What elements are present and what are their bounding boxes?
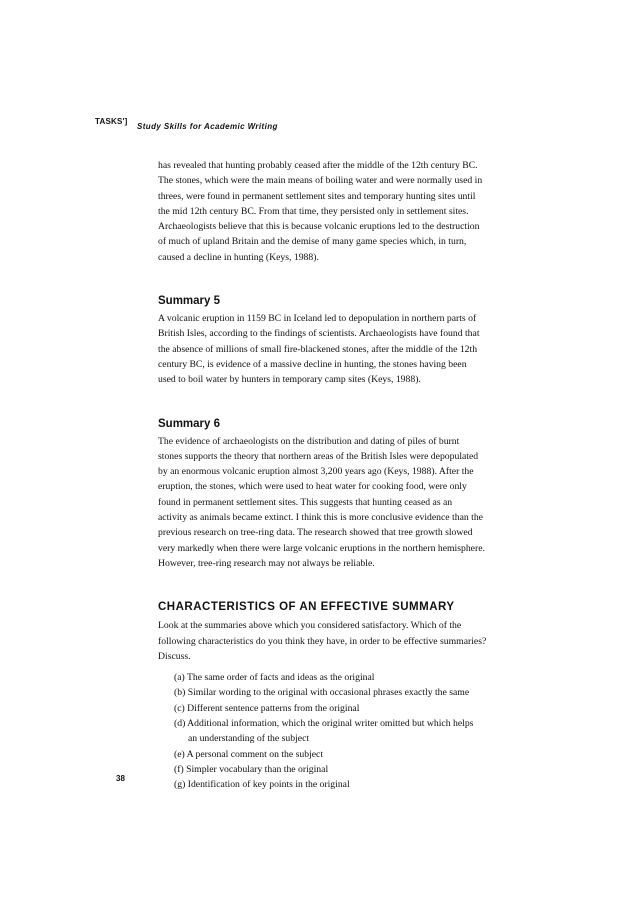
list-item xyxy=(174,670,548,685)
header-section-tag: TASKS'] xyxy=(95,117,128,126)
list-item-text: (b) Similar wording to the original with occasional phrases exactly the same xyxy=(174,687,470,699)
text-line: threes, were found in permanent settlement sites and temporary hunting sites until xyxy=(158,190,476,202)
list-item-text: (d) Additional information, which the original writer omitted but which helps xyxy=(174,718,474,730)
characteristics-intro xyxy=(158,618,548,664)
text-line: Look at the summaries above which you considered satisfactory. Which of the xyxy=(158,620,462,632)
list-item-text: (g) Identification of key points in the original xyxy=(174,779,350,791)
list-item xyxy=(174,777,548,792)
list-item-text: (e) A personal comment on the subject xyxy=(174,748,324,760)
text-line: Discuss. xyxy=(158,650,191,662)
list-item-text: (c) Different sentence patterns from the original xyxy=(174,702,360,714)
running-header-title: Study Skills for Academic Writing xyxy=(137,122,278,131)
summary-6-paragraph xyxy=(158,434,548,572)
text-line: very markedly when there were large volcanic eruptions in the northern hemisphere. xyxy=(158,542,485,554)
list-item xyxy=(174,762,548,777)
text-line: the mid 12th century BC. From that time, they persisted only in settlement sites. xyxy=(158,205,469,217)
text-line: However, tree-ring research may not always be reliable. xyxy=(158,557,375,569)
text-line: British Isles, according to the findings of scientists. Archaeologists have found that xyxy=(158,328,480,340)
text-line: The evidence of archaeologists on the distribution and dating of piles of burnt xyxy=(158,435,460,447)
text-line: the absence of millions of small fire-blackened stones, after the middle of the 12th xyxy=(158,343,478,355)
summary-6-heading: Summary 6 xyxy=(158,417,221,430)
text-line: Archaeologists believe that this is because volcanic eruptions led to the destruction xyxy=(158,221,480,233)
characteristics-list xyxy=(174,670,548,792)
text-line: has revealed that hunting probably ceased after the middle of the 12th century BC. xyxy=(158,160,478,171)
intro-paragraph xyxy=(158,158,548,265)
list-item xyxy=(174,701,548,716)
text-line: used to boil water by hunters in temporary camp sites (Keys, 1988). xyxy=(158,374,421,386)
text-line: caused a decline in hunting (Keys, 1988). xyxy=(158,251,319,263)
text-line: activity as animals became extinct. I think this is more conclusive evidence than the xyxy=(158,512,483,524)
text-line: found in permanent settlement sites. This suggests that hunting ceased as an xyxy=(158,496,453,508)
text-line: The stones, which were the main means of boiling water and were normally used in xyxy=(158,175,483,187)
summary-5-heading: Summary 5 xyxy=(158,295,221,308)
list-item xyxy=(174,747,548,762)
text-line: by an enormous volcanic eruption almost 3,200 years ago (Keys, 1988). After the xyxy=(158,466,474,478)
list-item-continuation: an understanding of the subject xyxy=(188,733,310,745)
list-item xyxy=(174,716,548,747)
text-line: of much of upland Britain and the demise of many game species which, in turn, xyxy=(158,236,467,248)
list-item-text: (f) Simpler vocabulary than the original xyxy=(174,763,329,775)
text-line: stones supports the theory that northern areas of the British Isles were depopulated xyxy=(158,450,479,462)
list-item xyxy=(174,685,548,700)
page-content xyxy=(158,158,548,793)
characteristics-heading: CHARACTERISTICS OF AN EFFECTIVE SUMMARY xyxy=(158,601,455,614)
text-line: eruption, the stones, which were used to heat water for cooking food, were only xyxy=(158,481,467,493)
page-number: 38 xyxy=(116,774,125,783)
text-line: century BC, is evidence of a massive decline in hunting, the stones having been xyxy=(158,358,467,370)
text-line: A volcanic eruption in 1159 BC in Iceland led to depopulation in northern parts of xyxy=(158,313,477,325)
summary-5-paragraph xyxy=(158,311,548,387)
text-line: following characteristics do you think they have, in order to be effective summaries? xyxy=(158,635,487,647)
list-item-text: (a) The same order of facts and ideas as the original xyxy=(174,672,375,684)
text-line: previous research on tree-ring data. The research showed that tree growth slowed xyxy=(158,527,473,539)
